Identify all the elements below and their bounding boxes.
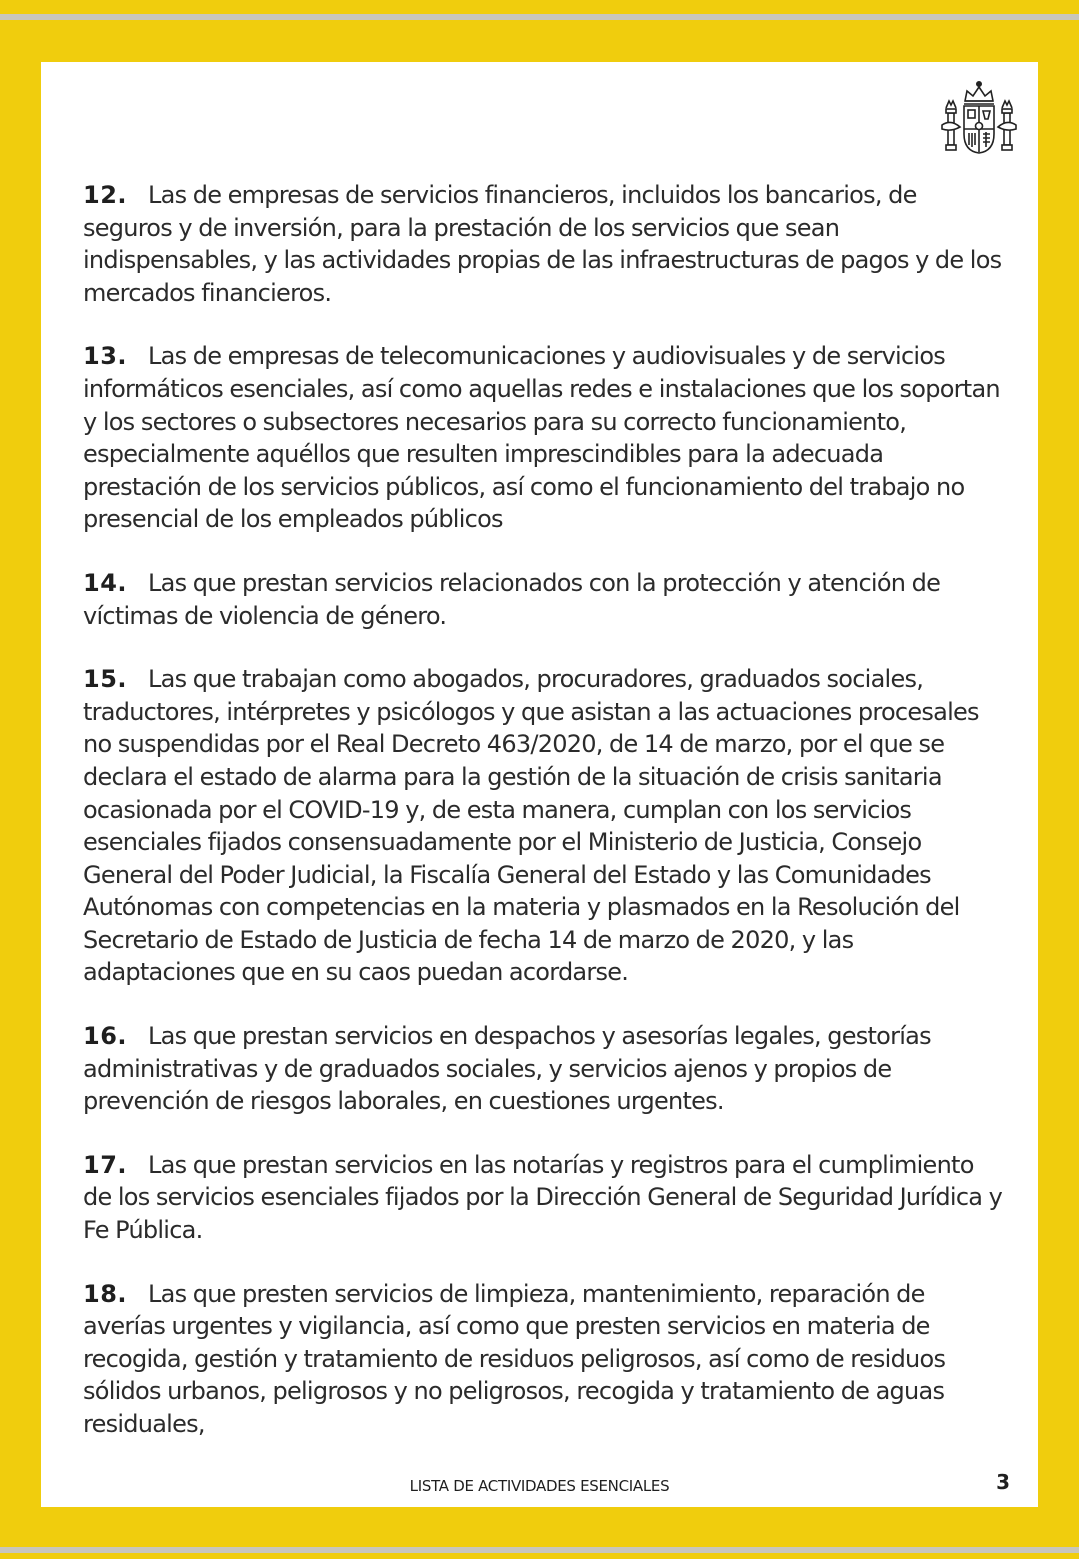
- item-number: 16.: [83, 1022, 128, 1051]
- list-item-14: [83, 567, 1003, 632]
- item-text: Las de empresas de servicios financieros, incluidos los bancarios, de seguros y de inversión, para la prestación de los servicios que sean indispensables, y las actividades propias de las infraestructuras de pagos y de los mercados financieros.: [83, 181, 1002, 307]
- page-number: 3: [996, 1470, 1010, 1494]
- item-number: 18.: [83, 1279, 128, 1308]
- document-page: [41, 62, 1038, 1507]
- list-item-18: [83, 1278, 1003, 1441]
- item-number: 17.: [83, 1150, 128, 1179]
- list-item-12: [83, 179, 1003, 309]
- coat-of-arms-of-spain-icon: [940, 79, 1018, 159]
- footer-title: LISTA DE ACTIVIDADES ESENCIALES: [409, 1477, 670, 1495]
- item-text: Las de empresas de telecomunicaciones y audiovisuales y de servicios informáticos esenciales, así como aquellas redes e instalaciones que los soportan y los sectores o subsectores necesarios para su correcto funcionamiento, especialmente aquéllos que resulten imprescindibles para la adecuada prestación de los servicios públicos, así como el funcionamiento del trabajo no presencial de los empleados públicos: [83, 342, 1000, 534]
- item-text: Las que presten servicios de limpieza, mantenimiento, reparación de averías urgentes y vigilancia, así como que presten servicios en materia de recogida, gestión y tratamiento de residuos peligrosos, así como de residuos sólidos urbanos, peligrosos y no peligrosos, recogida y tratamiento de aguas residuales,: [83, 1279, 946, 1438]
- item-text: Las que trabajan como abogados, procuradores, graduados sociales, traductores, intérpretes y psicólogos y que asistan a las actuaciones procesales no suspendidas por el Real Decreto 463/2020, de 14 de marzo, por el que se declara el estado de alarma para la gestión de la situación de crisis sanitaria ocasionada por el COVID-19 y, de esta manera, cumplan con los servicios esenciales fijados consensuadamente por el Ministerio de Justicia, Consejo General del Poder Judicial, la Fiscalía General del Estado y las Comunidades Autónomas con competencias en la materia y plasmados en la Resolución del Secretario de Estado de Justicia de fecha 14 de marzo de 2020, y las adaptaciones que en su caos puedan acordarse.: [83, 665, 979, 987]
- list-item-17: [83, 1149, 1003, 1247]
- list-item-13: [83, 340, 1003, 536]
- item-number: 14.: [83, 568, 128, 597]
- bottom-edge-line: [0, 1547, 1079, 1553]
- item-text: Las que prestan servicios relacionados con la protección y atención de víctimas de violencia de género.: [83, 568, 941, 630]
- item-number: 15.: [83, 665, 128, 694]
- top-edge-line: [0, 14, 1079, 20]
- list-item-15: [83, 663, 1003, 989]
- essential-activities-list: [83, 179, 1003, 1472]
- list-item-16: [83, 1020, 1003, 1118]
- item-number: 13.: [83, 342, 128, 371]
- item-text: Las que prestan servicios en las notarías y registros para el cumplimiento de los servicios esenciales fijados por la Dirección General de Seguridad Jurídica y Fe Pública.: [83, 1150, 1003, 1245]
- item-number: 12.: [83, 181, 128, 209]
- item-text: Las que prestan servicios en despachos y asesorías legales, gestorías administrativas y de graduados sociales, y servicios ajenos y propios de prevención de riesgos laborales, en cuestiones urgentes.: [83, 1022, 931, 1116]
